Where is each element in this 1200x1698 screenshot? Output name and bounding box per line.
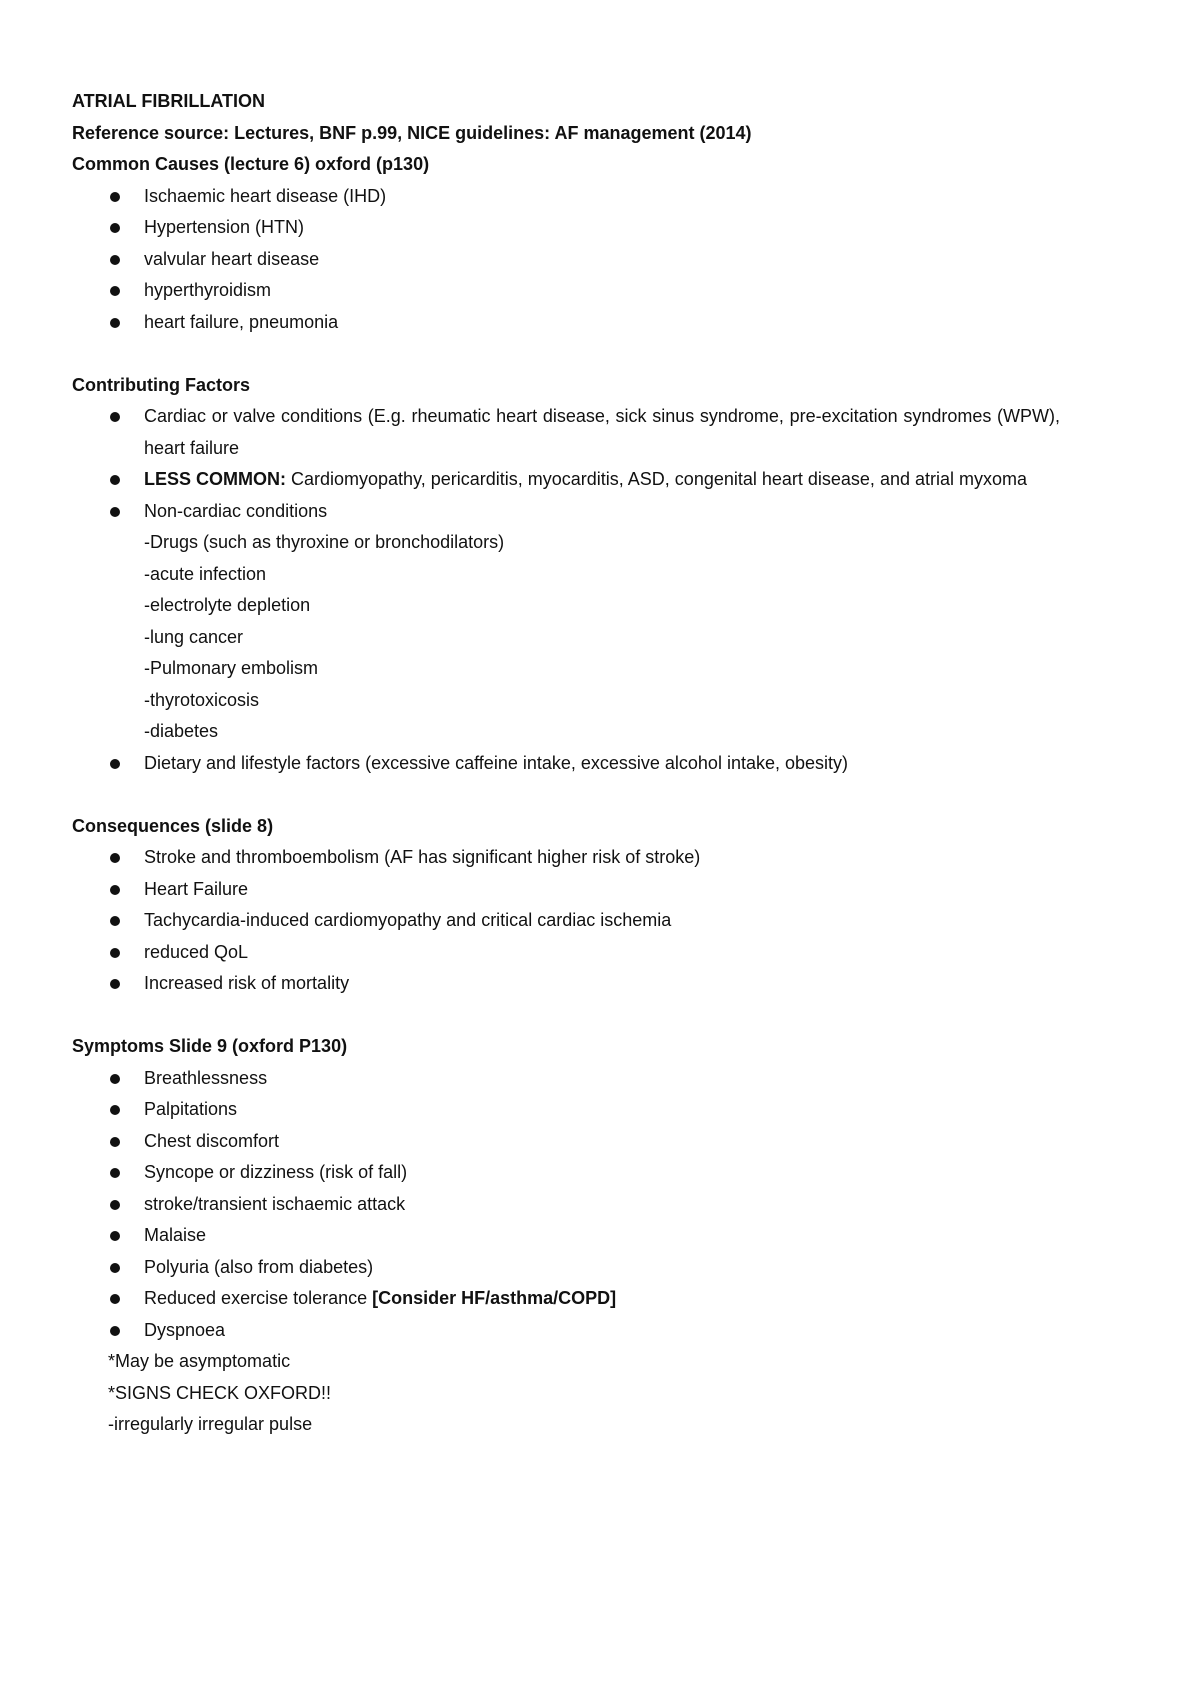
sub-item: -Drugs (such as thyroxine or bronchodilators) xyxy=(144,532,505,552)
bullet-icon xyxy=(110,1294,120,1304)
list-item-text: Malaise xyxy=(144,1225,207,1245)
list-item-text: Polyuria (also from diabetes) xyxy=(144,1256,374,1277)
list-item xyxy=(72,1315,1072,1347)
list-item xyxy=(72,464,1072,496)
bullet-icon xyxy=(110,507,120,517)
spacer xyxy=(72,1000,1072,1032)
list-item xyxy=(72,1283,1072,1315)
consequences-heading: Consequences (slide 8) xyxy=(72,815,274,836)
contributing-factors-list-continued xyxy=(72,748,1072,780)
list-item xyxy=(72,181,1072,213)
list-item xyxy=(72,244,1072,276)
list-item-text: Syncope or dizziness (risk of fall) xyxy=(144,1162,408,1182)
list-item-text: hyperthyroidism xyxy=(144,280,272,300)
bullet-icon xyxy=(110,1231,120,1241)
bullet-icon xyxy=(110,1326,120,1336)
bullet-icon xyxy=(110,979,120,989)
symptoms-list xyxy=(72,1063,1072,1347)
bullet-icon xyxy=(110,1200,120,1210)
bullet-icon xyxy=(110,223,120,233)
contributing-factors-heading: Contributing Factors xyxy=(72,374,250,395)
list-item-text: stroke/transient ischaemic attack xyxy=(144,1193,406,1214)
list-item-text: heart failure, pneumonia xyxy=(144,311,339,332)
list-item-text: Non-cardiac conditions xyxy=(144,500,328,521)
list-item xyxy=(72,1252,1072,1284)
consider-note: [Consider HF/asthma/COPD] xyxy=(372,1288,617,1308)
list-item xyxy=(72,1126,1072,1158)
bullet-icon xyxy=(110,412,120,422)
bullet-icon xyxy=(110,853,120,863)
spacer xyxy=(72,338,1072,370)
bullet-icon xyxy=(110,255,120,265)
list-item xyxy=(72,968,1072,1000)
list-item-text: Cardiac or valve conditions (E.g. rheumatic heart disease, sick sinus syndrome, pre-excitation syndromes (WPW), heart failure xyxy=(144,406,1060,458)
list-item xyxy=(72,212,1072,244)
bullet-icon xyxy=(110,948,120,958)
list-item-text: valvular heart disease xyxy=(144,248,320,269)
consequences-list xyxy=(72,842,1072,1000)
list-item-text: Breathlessness xyxy=(144,1067,268,1088)
list-item xyxy=(72,307,1072,339)
note-line: *SIGNS CHECK OXFORD!! xyxy=(108,1382,332,1403)
list-item xyxy=(72,937,1072,969)
bullet-icon xyxy=(110,885,120,895)
bullet-icon xyxy=(110,1263,120,1273)
list-item-text: Palpitations xyxy=(144,1099,238,1119)
list-item xyxy=(72,842,1072,874)
sub-item: -electrolyte depletion xyxy=(144,595,311,615)
list-item xyxy=(72,1063,1072,1095)
list-item-text: Dyspnoea xyxy=(144,1319,226,1340)
document-page xyxy=(72,86,1072,1441)
symptoms-heading: Symptoms Slide 9 (oxford P130) xyxy=(72,1036,348,1056)
document-title: ATRIAL FIBRILLATION xyxy=(72,91,265,111)
contributing-factors-list xyxy=(72,401,1072,527)
list-item xyxy=(72,1094,1072,1126)
bullet-icon xyxy=(110,1137,120,1147)
list-item-text: Dietary and lifestyle factors (excessive caffeine intake, excessive alcohol intake, obesity) xyxy=(144,752,849,773)
list-item-text: Hypertension (HTN) xyxy=(144,217,305,237)
sub-item: -diabetes xyxy=(144,721,219,741)
list-item xyxy=(72,1189,1072,1221)
sub-item: -lung cancer xyxy=(144,626,244,647)
list-item-text: Reduced exercise tolerance xyxy=(144,1288,373,1308)
bullet-icon xyxy=(110,916,120,926)
spacer xyxy=(72,779,1072,811)
bullet-icon xyxy=(110,475,120,485)
list-item xyxy=(72,275,1072,307)
list-item xyxy=(72,874,1072,906)
reference-source: Reference source: Lectures, BNF p.99, NICE guidelines: AF management (2014) xyxy=(72,122,752,143)
bullet-icon xyxy=(110,1168,120,1178)
less-common-label: LESS COMMON: xyxy=(144,469,286,489)
sub-item: -thyrotoxicosis xyxy=(144,689,260,710)
list-item-text: Tachycardia-induced cardiomyopathy and critical cardiac ischemia xyxy=(144,910,672,930)
list-item-text: reduced QoL xyxy=(144,941,249,962)
list-item xyxy=(72,496,1072,528)
bullet-icon xyxy=(110,286,120,296)
list-item-text: Heart Failure xyxy=(144,878,249,899)
list-item xyxy=(72,1157,1072,1189)
list-item-text: Increased risk of mortality xyxy=(144,973,350,993)
bullet-icon xyxy=(110,318,120,328)
list-item xyxy=(72,905,1072,937)
bullet-icon xyxy=(110,1105,120,1115)
list-item xyxy=(72,748,1072,780)
list-item xyxy=(72,401,1072,464)
bullet-icon xyxy=(110,1074,120,1084)
sub-item: -acute infection xyxy=(144,563,267,584)
list-item-text: Cardiomyopathy, pericarditis, myocarditis, ASD, congenital heart disease, and atrial myxoma xyxy=(286,469,1027,489)
list-item-text: Ischaemic heart disease (IHD) xyxy=(144,185,387,206)
bullet-icon xyxy=(110,192,120,202)
common-causes-list xyxy=(72,181,1072,339)
note-line: -irregularly irregular pulse xyxy=(108,1414,313,1434)
list-item-text: Stroke and thromboembolism (AF has significant higher risk of stroke) xyxy=(144,847,701,867)
sub-item: -Pulmonary embolism xyxy=(144,658,319,678)
bullet-icon xyxy=(110,759,120,769)
note-line: *May be asymptomatic xyxy=(108,1351,291,1371)
common-causes-heading: Common Causes (lecture 6) oxford (p130) xyxy=(72,154,430,174)
list-item xyxy=(72,1220,1072,1252)
list-item-text: Chest discomfort xyxy=(144,1130,280,1151)
